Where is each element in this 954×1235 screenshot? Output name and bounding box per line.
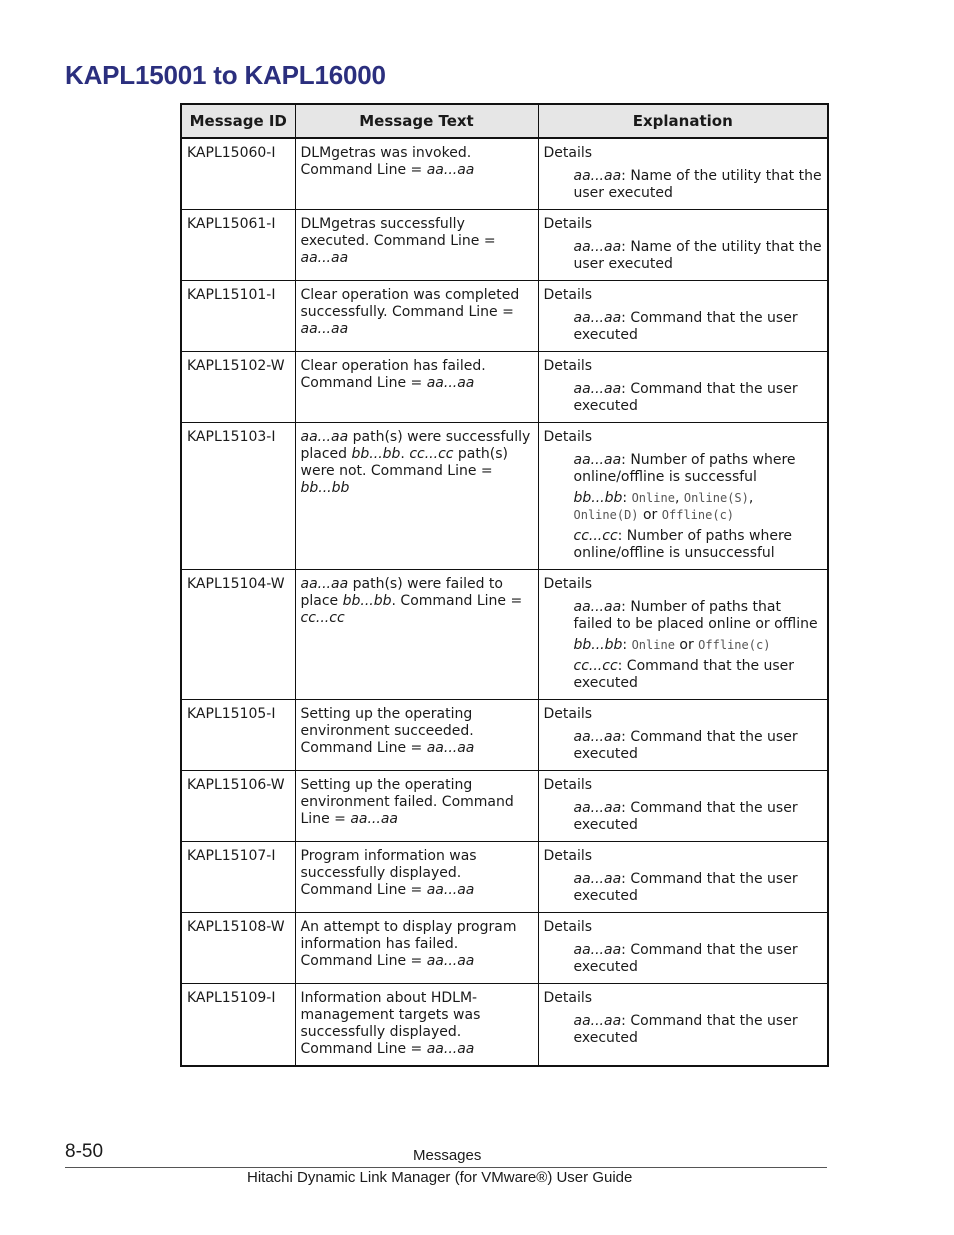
page-number: 8-50 <box>65 1141 104 1162</box>
details-label: Details <box>543 777 593 793</box>
message-text-cell <box>295 842 538 913</box>
variable-text: aa...aa <box>573 310 622 326</box>
text-run: Clear operation was completed successfully. Command Line = <box>300 287 520 320</box>
variable-text: aa...aa <box>573 1013 622 1029</box>
message-id-cell: KAPL15109-I <box>181 984 295 1067</box>
message-id-cell: KAPL15105-I <box>181 700 295 771</box>
status-value: Online(D) <box>573 508 639 522</box>
status-value: Offline(c) <box>698 638 771 652</box>
explanation-cell <box>538 700 828 771</box>
variable-text: aa...aa <box>573 452 622 468</box>
variable-text: aa...aa <box>573 239 622 255</box>
variable-text: bb...bb <box>300 480 350 496</box>
variable-text: cc...cc <box>409 446 454 462</box>
variable-text: aa...aa <box>573 381 622 397</box>
variable-text: aa...aa <box>426 375 475 391</box>
text-run: : Number of paths where online/offline is unsuccessful <box>573 528 793 561</box>
message-text-cell <box>295 281 538 352</box>
explanation-cell <box>538 984 828 1067</box>
explanation-item <box>574 800 823 834</box>
variable-text: bb...bb <box>351 446 401 462</box>
variable-text: aa...aa <box>573 871 622 887</box>
table-row <box>181 842 828 913</box>
details-label: Details <box>543 358 593 374</box>
table-row <box>181 984 828 1067</box>
explanation-item <box>574 381 823 415</box>
explanation-item <box>574 599 823 633</box>
variable-text: aa...aa <box>426 1041 475 1057</box>
variable-text: aa...aa <box>350 811 398 827</box>
details-label: Details <box>543 919 593 935</box>
message-text-cell <box>295 771 538 842</box>
message-text-cell <box>295 570 538 700</box>
table-row <box>181 913 828 984</box>
details-label: Details <box>543 145 593 161</box>
text-run: : Name of the utility that the user executed <box>573 168 822 201</box>
explanation-cell <box>538 138 828 210</box>
explanation-cell <box>538 771 828 842</box>
message-text-cell <box>295 352 538 423</box>
explanation-item <box>574 490 823 524</box>
text-run: : Command that the user executed <box>573 729 798 762</box>
table-row <box>181 210 828 281</box>
text-run: . <box>400 446 410 462</box>
message-text-cell <box>295 423 538 570</box>
message-text-cell <box>295 210 538 281</box>
text-run: Program information was successfully displayed. Command Line = <box>300 848 477 898</box>
message-id-cell: KAPL15108-W <box>181 913 295 984</box>
variable-text: cc...cc <box>573 528 618 544</box>
message-text-cell <box>295 700 538 771</box>
text-run: : <box>622 637 632 653</box>
message-id-cell: KAPL15103-I <box>181 423 295 570</box>
variable-text: bb...bb <box>573 637 623 653</box>
text-run: path(s) were successfully placed <box>300 429 531 462</box>
text-run: Information about HDLM-management targets was successfully displayed. Command Line = <box>300 990 481 1057</box>
explanation-cell <box>538 913 828 984</box>
text-run: DLMgetras successfully executed. Command Line = <box>300 216 496 249</box>
variable-text: aa...aa <box>300 321 349 337</box>
details-label: Details <box>543 429 593 445</box>
variable-text: bb...bb <box>342 593 392 609</box>
message-id-cell: KAPL15061-I <box>181 210 295 281</box>
message-text-cell <box>295 913 538 984</box>
explanation-cell <box>538 210 828 281</box>
variable-text: aa...aa <box>300 250 349 266</box>
table-row <box>181 281 828 352</box>
variable-text: aa...aa <box>426 882 475 898</box>
details-label: Details <box>543 576 593 592</box>
book-title: Hitachi Dynamic Link Manager (for VMware®) User Guide <box>247 1169 633 1186</box>
explanation-item <box>574 1013 823 1047</box>
variable-text: aa...aa <box>300 429 349 445</box>
variable-text: aa...aa <box>426 953 475 969</box>
messages-table <box>180 103 829 1067</box>
text-run: . Command Line = <box>391 593 523 609</box>
status-value: Online <box>631 638 675 652</box>
text-run: Setting up the operating environment succeeded. Command Line = <box>300 706 474 756</box>
table-row <box>181 138 828 210</box>
table-row <box>181 570 828 700</box>
explanation-item <box>574 168 823 202</box>
text-run: : <box>622 490 632 506</box>
explanation-cell <box>538 842 828 913</box>
details-label: Details <box>543 990 593 1006</box>
message-id-cell: KAPL15106-W <box>181 771 295 842</box>
variable-text: cc...cc <box>573 658 618 674</box>
explanation-cell <box>538 352 828 423</box>
explanation-item <box>574 452 823 486</box>
explanation-cell <box>538 423 828 570</box>
text-run: , <box>748 490 754 506</box>
section-name: Messages <box>413 1147 482 1164</box>
text-run: path(s) were failed to place <box>300 576 503 609</box>
variable-text: aa...aa <box>573 942 622 958</box>
text-run: DLMgetras was invoked. Command Line = <box>300 145 472 178</box>
explanation-item <box>574 528 823 562</box>
text-run: : Command that the user executed <box>573 871 798 904</box>
header-message-text: Message Text <box>295 104 538 138</box>
details-label: Details <box>543 216 593 232</box>
variable-text: aa...aa <box>426 740 475 756</box>
page-title: KAPL15001 to KAPL16000 <box>65 60 386 90</box>
header-message-id: Message ID <box>181 104 295 138</box>
table-row <box>181 771 828 842</box>
variable-text: aa...aa <box>573 168 622 184</box>
text-run: Clear operation has failed. Command Line = <box>300 358 486 391</box>
table-row <box>181 700 828 771</box>
text-run: Setting up the operating environment failed. Command Line = <box>300 777 514 827</box>
variable-text: cc...cc <box>300 610 345 626</box>
explanation-item <box>574 942 823 976</box>
explanation-cell <box>538 570 828 700</box>
message-text-cell <box>295 984 538 1067</box>
table-row <box>181 423 828 570</box>
variable-text: aa...aa <box>573 729 622 745</box>
text-run: : Number of paths that failed to be placed online or offline <box>573 599 818 632</box>
header-explanation: Explanation <box>538 104 828 138</box>
status-value: Online(S) <box>683 491 749 505</box>
details-label: Details <box>543 287 593 303</box>
variable-text: aa...aa <box>573 800 622 816</box>
text-run: : Command that the user executed <box>573 658 795 691</box>
table-row <box>181 352 828 423</box>
explanation-item <box>574 871 823 905</box>
text-run: or <box>674 637 699 653</box>
details-label: Details <box>543 706 593 722</box>
explanation-item <box>574 658 823 692</box>
text-run: : Command that the user executed <box>573 1013 798 1046</box>
explanation-item <box>574 239 823 273</box>
details-label: Details <box>543 848 593 864</box>
text-run: , <box>674 490 684 506</box>
text-run: : Number of paths where online/offline is successful <box>573 452 796 485</box>
table-header-row <box>181 104 828 138</box>
status-value: Offline(c) <box>661 508 735 522</box>
message-text-cell <box>295 138 538 210</box>
text-run: : Name of the utility that the user executed <box>573 239 822 272</box>
text-run: path(s) were not. Command Line = <box>300 446 508 479</box>
explanation-item <box>574 637 823 654</box>
text-run: : Command that the user executed <box>573 310 798 343</box>
footer-divider <box>65 1167 827 1168</box>
text-run: : Command that the user executed <box>573 381 798 414</box>
message-id-cell: KAPL15102-W <box>181 352 295 423</box>
explanation-cell <box>538 281 828 352</box>
variable-text: aa...aa <box>426 162 475 178</box>
message-id-cell: KAPL15060-I <box>181 138 295 210</box>
explanation-item <box>574 729 823 763</box>
text-run: An attempt to display program information has failed. Command Line = <box>300 919 517 969</box>
variable-text: aa...aa <box>573 599 622 615</box>
text-run: : Command that the user executed <box>573 800 798 833</box>
variable-text: aa...aa <box>300 576 349 592</box>
message-id-cell: KAPL15104-W <box>181 570 295 700</box>
message-id-cell: KAPL15107-I <box>181 842 295 913</box>
explanation-item <box>574 310 823 344</box>
message-id-cell: KAPL15101-I <box>181 281 295 352</box>
status-value: Online <box>631 491 675 505</box>
text-run: : Command that the user executed <box>573 942 798 975</box>
text-run: or <box>638 507 662 523</box>
variable-text: bb...bb <box>573 490 623 506</box>
